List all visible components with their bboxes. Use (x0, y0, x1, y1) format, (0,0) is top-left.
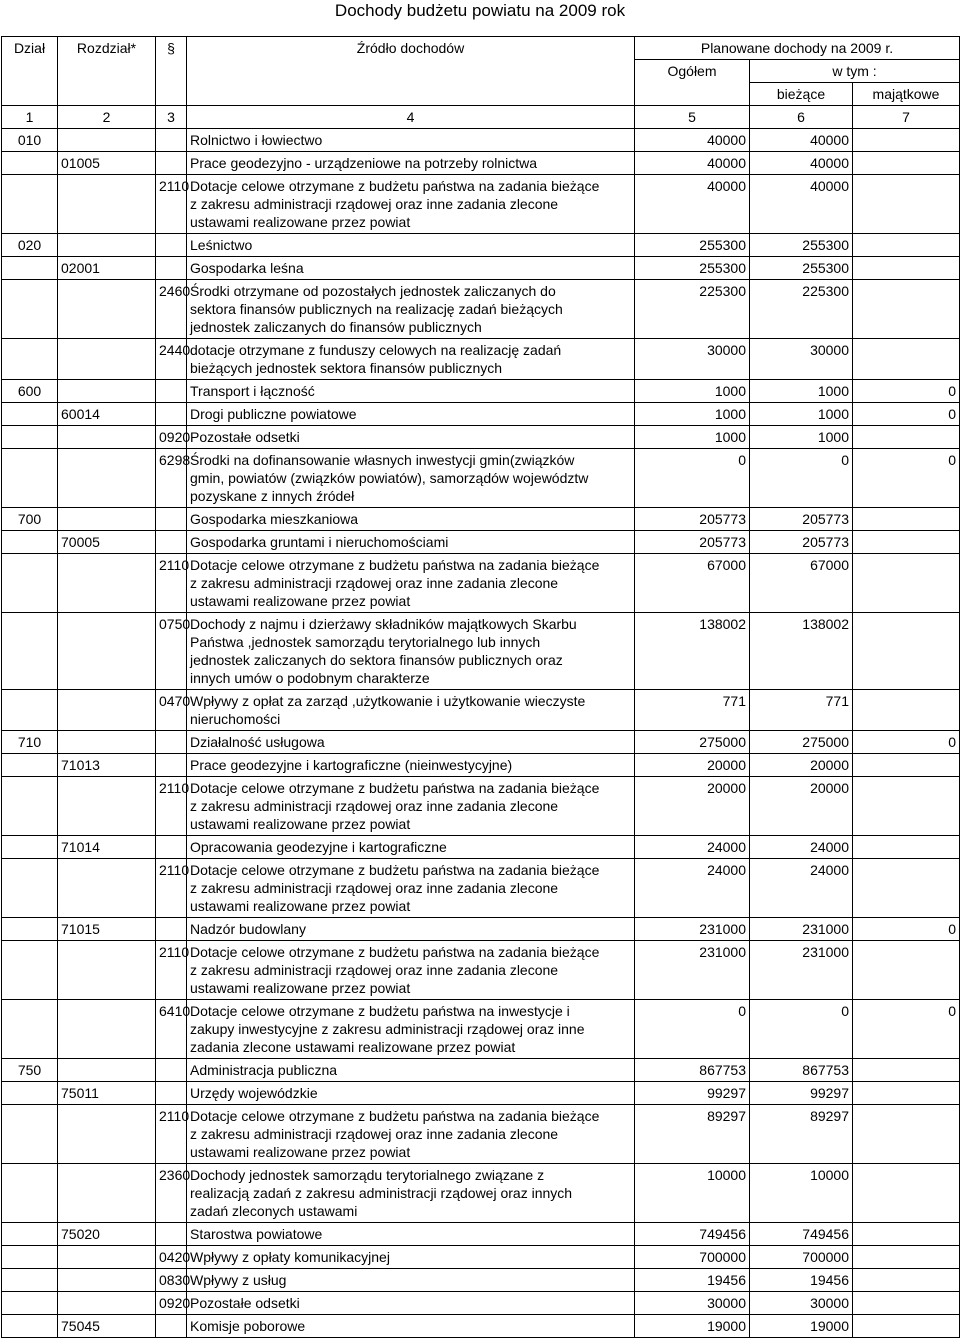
opis-cell: Dochody z najmu i dzierżawy składników majątkowych Skarbu Państwa ,jednostek samorządu terytorialnego lub innych jednostek zaliczanych do sektora finansów publicznych oraz innych umów o podobnym charakterze (187, 613, 635, 690)
paragraf-cell (156, 257, 187, 280)
paragraf-cell (156, 152, 187, 175)
opis-cell: Dotacje celowe otrzymane z budżetu państwa na zadania bieżące z zakresu administracji rządowej oraz inne zadania zlecone ustawami realizowane przez powiat (187, 1105, 635, 1164)
majatkowe-cell (853, 777, 960, 836)
opis-cell: Pozostałe odsetki (187, 426, 635, 449)
opis-cell: Opracowania geodezyjne i kartograficzne (187, 836, 635, 859)
rozdzial-cell (58, 1000, 156, 1059)
majatkowe-cell (853, 152, 960, 175)
ogolem-cell: 749456 (635, 1223, 750, 1246)
biezace-cell: 1000 (750, 380, 853, 403)
biezace-cell: 771 (750, 690, 853, 731)
biezace-cell: 10000 (750, 1164, 853, 1223)
ogolem-cell: 1000 (635, 380, 750, 403)
dzial-cell: 010 (2, 129, 58, 152)
biezace-cell: 30000 (750, 339, 853, 380)
ogolem-cell: 19000 (635, 1315, 750, 1338)
majatkowe-cell (853, 129, 960, 152)
ogolem-cell: 771 (635, 690, 750, 731)
table-row (2, 1315, 960, 1338)
opis-cell: Nadzór budowlany (187, 918, 635, 941)
table-row (2, 280, 960, 339)
header-num-7: 7 (853, 106, 960, 129)
paragraf-cell (156, 380, 187, 403)
majatkowe-cell (853, 1246, 960, 1269)
rozdzial-cell (58, 1059, 156, 1082)
table-row (2, 1000, 960, 1059)
header-number-row (2, 106, 960, 129)
biezace-cell: 255300 (750, 257, 853, 280)
majatkowe-cell (853, 426, 960, 449)
majatkowe-cell (853, 1164, 960, 1223)
rozdzial-cell: 71014 (58, 836, 156, 859)
ogolem-cell: 40000 (635, 152, 750, 175)
paragraf-cell: 0920 (156, 426, 187, 449)
biezace-cell: 0 (750, 449, 853, 508)
ogolem-cell: 30000 (635, 1292, 750, 1315)
paragraf-cell: 0830 (156, 1269, 187, 1292)
biezace-cell: 749456 (750, 1223, 853, 1246)
dzial-cell (2, 175, 58, 234)
ogolem-cell: 99297 (635, 1082, 750, 1105)
header-num-3: 3 (156, 106, 187, 129)
biezace-cell: 138002 (750, 613, 853, 690)
dzial-cell (2, 836, 58, 859)
biezace-cell: 255300 (750, 234, 853, 257)
biezace-cell: 1000 (750, 403, 853, 426)
header-dzial: Dział (2, 37, 58, 106)
header-majatkowe: majątkowe (853, 83, 960, 106)
rozdzial-cell (58, 426, 156, 449)
biezace-cell: 19456 (750, 1269, 853, 1292)
table-row (2, 836, 960, 859)
dzial-cell (2, 1292, 58, 1315)
majatkowe-cell (853, 554, 960, 613)
opis-cell: Komisje poborowe (187, 1315, 635, 1338)
majatkowe-cell: 0 (853, 1000, 960, 1059)
paragraf-cell: 2110 (156, 777, 187, 836)
dzial-cell (2, 449, 58, 508)
rozdzial-cell (58, 234, 156, 257)
rozdzial-cell: 01005 (58, 152, 156, 175)
table-row (2, 554, 960, 613)
table-row (2, 731, 960, 754)
table-body (2, 129, 960, 1338)
rozdzial-cell: 75045 (58, 1315, 156, 1338)
dzial-cell (2, 1164, 58, 1223)
table-row (2, 754, 960, 777)
rozdzial-cell (58, 941, 156, 1000)
table-row (2, 1164, 960, 1223)
opis-cell: Starostwa powiatowe (187, 1223, 635, 1246)
opis-cell: Pozostałe odsetki (187, 1292, 635, 1315)
paragraf-cell (156, 731, 187, 754)
biezace-cell: 24000 (750, 836, 853, 859)
paragraf-cell: 2110 (156, 175, 187, 234)
opis-cell: Dotacje celowe otrzymane z budżetu państwa na zadania bieżące z zakresu administracji rządowej oraz inne zadania zlecone ustawami realizowane przez powiat (187, 941, 635, 1000)
table-row (2, 1082, 960, 1105)
biezace-cell: 205773 (750, 531, 853, 554)
table-row (2, 690, 960, 731)
majatkowe-cell (853, 941, 960, 1000)
rozdzial-cell: 75020 (58, 1223, 156, 1246)
paragraf-cell: 2110 (156, 1105, 187, 1164)
dzial-cell (2, 859, 58, 918)
ogolem-cell: 138002 (635, 613, 750, 690)
table-row (2, 1246, 960, 1269)
paragraf-cell (156, 1223, 187, 1246)
biezace-cell: 19000 (750, 1315, 853, 1338)
ogolem-cell: 700000 (635, 1246, 750, 1269)
ogolem-cell: 255300 (635, 257, 750, 280)
opis-cell: Prace geodezyjno - urządzeniowe na potrzeby rolnictwa (187, 152, 635, 175)
rozdzial-cell (58, 1269, 156, 1292)
ogolem-cell: 0 (635, 449, 750, 508)
majatkowe-cell (853, 339, 960, 380)
ogolem-cell: 20000 (635, 777, 750, 836)
majatkowe-cell (853, 508, 960, 531)
rozdzial-cell (58, 1246, 156, 1269)
majatkowe-cell (853, 280, 960, 339)
majatkowe-cell: 0 (853, 918, 960, 941)
paragraf-cell: 0470 (156, 690, 187, 731)
table-row (2, 1059, 960, 1082)
majatkowe-cell (853, 690, 960, 731)
ogolem-cell: 40000 (635, 129, 750, 152)
ogolem-cell: 225300 (635, 280, 750, 339)
opis-cell: Dotacje celowe otrzymane z budżetu państwa na zadania bieżące z zakresu administracji rządowej oraz inne zadania zlecone ustawami realizowane przez powiat (187, 777, 635, 836)
ogolem-cell: 40000 (635, 175, 750, 234)
majatkowe-cell (853, 859, 960, 918)
header-wtym: w tym : (750, 60, 960, 83)
header-num-1: 1 (2, 106, 58, 129)
rozdzial-cell (58, 449, 156, 508)
dzial-cell (2, 339, 58, 380)
table-row (2, 175, 960, 234)
ogolem-cell: 0 (635, 1000, 750, 1059)
dzial-cell: 710 (2, 731, 58, 754)
opis-cell: Dotacje celowe otrzymane z budżetu państwa na zadania bieżące z zakresu administracji rządowej oraz inne zadania zlecone ustawami realizowane przez powiat (187, 554, 635, 613)
paragraf-cell (156, 754, 187, 777)
ogolem-cell: 275000 (635, 731, 750, 754)
rozdzial-cell (58, 129, 156, 152)
ogolem-cell: 89297 (635, 1105, 750, 1164)
table-row (2, 426, 960, 449)
majatkowe-cell (853, 1223, 960, 1246)
table-row (2, 1269, 960, 1292)
rozdzial-cell (58, 339, 156, 380)
dzial-cell: 750 (2, 1059, 58, 1082)
biezace-cell: 700000 (750, 1246, 853, 1269)
ogolem-cell: 255300 (635, 234, 750, 257)
biezace-cell: 1000 (750, 426, 853, 449)
majatkowe-cell: 0 (853, 731, 960, 754)
rozdzial-cell (58, 613, 156, 690)
paragraf-cell: 2360 (156, 1164, 187, 1223)
biezace-cell: 205773 (750, 508, 853, 531)
opis-cell: Wpływy z opłat za zarząd ,użytkowanie i użytkowanie wieczyste nieruchomości (187, 690, 635, 731)
rozdzial-cell (58, 777, 156, 836)
opis-cell: Środki otrzymane od pozostałych jednostek zaliczanych do sektora finansów publicznych na realizację zadań bieżących jednostek zaliczanych do finansów publicznych (187, 280, 635, 339)
header-biezace: bieżące (750, 83, 853, 106)
ogolem-cell: 205773 (635, 508, 750, 531)
opis-cell: Rolnictwo i łowiectwo (187, 129, 635, 152)
rozdzial-cell: 75011 (58, 1082, 156, 1105)
biezace-cell: 275000 (750, 731, 853, 754)
majatkowe-cell (853, 1082, 960, 1105)
paragraf-cell (156, 1315, 187, 1338)
paragraf-cell (156, 234, 187, 257)
opis-cell: dotacje otrzymane z funduszy celowych na realizację zadań bieżących jednostek sektora finansów publicznych (187, 339, 635, 380)
majatkowe-cell (853, 175, 960, 234)
header-num-4: 4 (187, 106, 635, 129)
biezace-cell: 0 (750, 1000, 853, 1059)
dzial-cell (2, 941, 58, 1000)
table-row (2, 129, 960, 152)
ogolem-cell: 1000 (635, 426, 750, 449)
opis-cell: Działalność usługowa (187, 731, 635, 754)
header-num-5: 5 (635, 106, 750, 129)
majatkowe-cell (853, 754, 960, 777)
majatkowe-cell (853, 1292, 960, 1315)
dzial-cell (2, 754, 58, 777)
dzial-cell (2, 1315, 58, 1338)
dzial-cell (2, 613, 58, 690)
paragraf-cell (156, 836, 187, 859)
dzial-cell: 600 (2, 380, 58, 403)
rozdzial-cell (58, 731, 156, 754)
rozdzial-cell (58, 508, 156, 531)
dzial-cell (2, 777, 58, 836)
dzial-cell (2, 554, 58, 613)
table-row (2, 1223, 960, 1246)
biezace-cell: 867753 (750, 1059, 853, 1082)
paragraf-cell (156, 531, 187, 554)
dzial-cell (2, 1082, 58, 1105)
opis-cell: Wpływy z usług (187, 1269, 635, 1292)
rozdzial-cell (58, 554, 156, 613)
dzial-cell (2, 280, 58, 339)
rozdzial-cell (58, 859, 156, 918)
ogolem-cell: 231000 (635, 918, 750, 941)
opis-cell: Administracja publiczna (187, 1059, 635, 1082)
table-row (2, 1105, 960, 1164)
table-header (2, 37, 960, 129)
paragraf-cell (156, 403, 187, 426)
table-row (2, 777, 960, 836)
biezace-cell: 231000 (750, 941, 853, 1000)
header-planowane: Planowane dochody na 2009 r. (635, 37, 960, 60)
paragraf-cell: 6410 (156, 1000, 187, 1059)
majatkowe-cell: 0 (853, 449, 960, 508)
majatkowe-cell (853, 836, 960, 859)
majatkowe-cell (853, 1059, 960, 1082)
paragraf-cell: 2110 (156, 859, 187, 918)
table-row (2, 1292, 960, 1315)
paragraf-cell: 2440 (156, 339, 187, 380)
header-num-6: 6 (750, 106, 853, 129)
ogolem-cell: 867753 (635, 1059, 750, 1082)
biezace-cell: 40000 (750, 175, 853, 234)
ogolem-cell: 10000 (635, 1164, 750, 1223)
paragraf-cell: 0750 (156, 613, 187, 690)
majatkowe-cell (853, 613, 960, 690)
table-row (2, 859, 960, 918)
ogolem-cell: 19456 (635, 1269, 750, 1292)
opis-cell: Dotacje celowe otrzymane z budżetu państwa na zadania bieżące z zakresu administracji rządowej oraz inne zadania zlecone ustawami realizowane przez powiat (187, 859, 635, 918)
table-row (2, 257, 960, 280)
rozdzial-cell (58, 690, 156, 731)
opis-cell: Gospodarka leśna (187, 257, 635, 280)
biezace-cell: 40000 (750, 152, 853, 175)
dzial-cell (2, 403, 58, 426)
opis-cell: Drogi publiczne powiatowe (187, 403, 635, 426)
biezace-cell: 30000 (750, 1292, 853, 1315)
header-paragraf: § (156, 37, 187, 106)
table-row (2, 380, 960, 403)
opis-cell: Prace geodezyjne i kartograficzne (nieinwestycyjne) (187, 754, 635, 777)
majatkowe-cell: 0 (853, 403, 960, 426)
paragraf-cell (156, 129, 187, 152)
ogolem-cell: 24000 (635, 859, 750, 918)
paragraf-cell: 0920 (156, 1292, 187, 1315)
rozdzial-cell: 02001 (58, 257, 156, 280)
paragraf-cell: 2460 (156, 280, 187, 339)
table-row (2, 339, 960, 380)
header-rozdzial: Rozdział* (58, 37, 156, 106)
ogolem-cell: 20000 (635, 754, 750, 777)
table-row (2, 152, 960, 175)
header-row-1 (2, 37, 960, 60)
dzial-cell (2, 1223, 58, 1246)
dzial-cell (2, 690, 58, 731)
opis-cell: Transport i łączność (187, 380, 635, 403)
majatkowe-cell (853, 1105, 960, 1164)
table-row (2, 403, 960, 426)
opis-cell: Dochody jednostek samorządu terytorialnego związane z realizacją zadań z zakresu administracji rządowej oraz innych zadań zleconych ustawami (187, 1164, 635, 1223)
biezace-cell: 20000 (750, 777, 853, 836)
paragraf-cell (156, 1059, 187, 1082)
table-row (2, 508, 960, 531)
ogolem-cell: 24000 (635, 836, 750, 859)
table-row (2, 234, 960, 257)
dzial-cell: 020 (2, 234, 58, 257)
biezace-cell: 225300 (750, 280, 853, 339)
paragraf-cell: 2110 (156, 554, 187, 613)
opis-cell: Dotacje celowe otrzymane z budżetu państwa na inwestycje i zakupy inwestycyjne z zakresu administracji rządowej oraz inne zadania zlecone ustawami realizowane przez powiat (187, 1000, 635, 1059)
majatkowe-cell (853, 257, 960, 280)
dzial-cell (2, 1269, 58, 1292)
paragraf-cell (156, 918, 187, 941)
opis-cell: Środki na dofinansowanie własnych inwestycji gmin(związków gmin, powiatów (związków powiatów), samorządów województw pozyskane z innych źródeł (187, 449, 635, 508)
paragraf-cell (156, 508, 187, 531)
biezace-cell: 20000 (750, 754, 853, 777)
majatkowe-cell: 0 (853, 380, 960, 403)
document-title: Dochody budżetu powiatu na 2009 rok (334, 1, 626, 20)
opis-cell: Leśnictwo (187, 234, 635, 257)
header-ogolem: Ogółem (635, 60, 750, 106)
opis-cell: Gospodarka mieszkaniowa (187, 508, 635, 531)
majatkowe-cell (853, 1315, 960, 1338)
rozdzial-cell: 70005 (58, 531, 156, 554)
dzial-cell (2, 531, 58, 554)
paragraf-cell (156, 1082, 187, 1105)
dzial-cell (2, 918, 58, 941)
biezace-cell: 67000 (750, 554, 853, 613)
rozdzial-cell (58, 1292, 156, 1315)
rozdzial-cell (58, 1105, 156, 1164)
paragraf-cell: 0420 (156, 1246, 187, 1269)
budget-table (1, 36, 960, 1338)
biezace-cell: 40000 (750, 129, 853, 152)
header-num-2: 2 (58, 106, 156, 129)
majatkowe-cell (853, 531, 960, 554)
rozdzial-cell (58, 380, 156, 403)
dzial-cell (2, 426, 58, 449)
ogolem-cell: 205773 (635, 531, 750, 554)
table-row (2, 449, 960, 508)
dzial-cell (2, 152, 58, 175)
table-row (2, 941, 960, 1000)
rozdzial-cell: 60014 (58, 403, 156, 426)
ogolem-cell: 1000 (635, 403, 750, 426)
dzial-cell (2, 1000, 58, 1059)
opis-cell: Urzędy wojewódzkie (187, 1082, 635, 1105)
opis-cell: Gospodarka gruntami i nieruchomościami (187, 531, 635, 554)
dzial-cell (2, 257, 58, 280)
majatkowe-cell (853, 234, 960, 257)
biezace-cell: 231000 (750, 918, 853, 941)
biezace-cell: 89297 (750, 1105, 853, 1164)
biezace-cell: 99297 (750, 1082, 853, 1105)
ogolem-cell: 67000 (635, 554, 750, 613)
paragraf-cell: 6298 (156, 449, 187, 508)
opis-cell: Dotacje celowe otrzymane z budżetu państwa na zadania bieżące z zakresu administracji rządowej oraz inne zadania zlecone ustawami realizowane przez powiat (187, 175, 635, 234)
dzial-cell (2, 1246, 58, 1269)
rozdzial-cell (58, 175, 156, 234)
header-zrodlo: Źródło dochodów (187, 37, 635, 106)
majatkowe-cell (853, 1269, 960, 1292)
ogolem-cell: 231000 (635, 941, 750, 1000)
opis-cell: Wpływy z opłaty komunikacyjnej (187, 1246, 635, 1269)
table-row (2, 918, 960, 941)
biezace-cell: 24000 (750, 859, 853, 918)
rozdzial-cell: 71013 (58, 754, 156, 777)
table-row (2, 613, 960, 690)
table-row (2, 531, 960, 554)
ogolem-cell: 30000 (635, 339, 750, 380)
dzial-cell: 700 (2, 508, 58, 531)
rozdzial-cell (58, 1164, 156, 1223)
dzial-cell (2, 1105, 58, 1164)
rozdzial-cell (58, 280, 156, 339)
rozdzial-cell: 71015 (58, 918, 156, 941)
paragraf-cell: 2110 (156, 941, 187, 1000)
